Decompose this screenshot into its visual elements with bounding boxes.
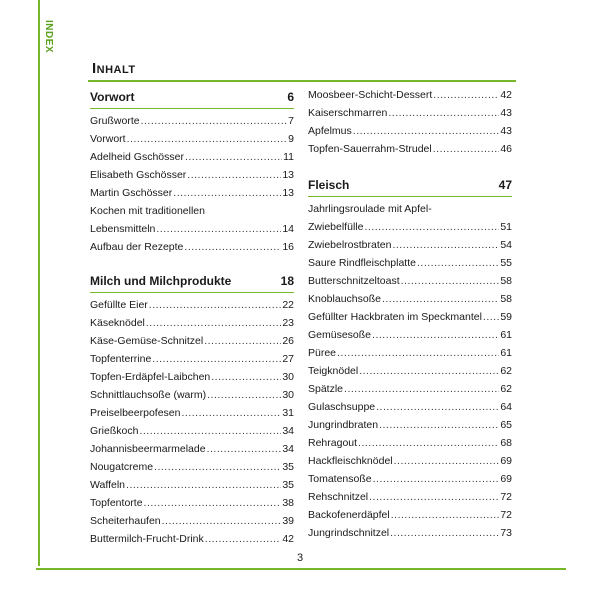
- title-rule: [88, 80, 516, 82]
- toc-entry[interactable]: [308, 308, 512, 326]
- section-page: 47: [498, 178, 512, 192]
- toc-entry[interactable]: [308, 470, 512, 488]
- toc-entry[interactable]: [90, 458, 294, 476]
- toc-entry-page: 55: [500, 257, 512, 269]
- toc-entry-label: Gefüllte Eier: [90, 299, 148, 311]
- toc-entry-page: 61: [500, 347, 512, 359]
- toc-entry-page: 13: [282, 169, 294, 181]
- toc-entry-line-1[interactable]: Kochen mit traditionellen: [90, 205, 205, 217]
- page-title: Inhalt: [92, 60, 136, 77]
- toc-entry-label: Schnittlauchsoße (warm): [90, 389, 207, 401]
- toc-entry-label: Preiselbeerpofesen: [90, 407, 181, 419]
- toc-entry-label: Kaiserschmarren: [308, 107, 388, 119]
- toc-entry-page: 65: [500, 419, 512, 431]
- leader-dots: [433, 86, 499, 104]
- toc-entry-label: Jungrindschnitzel: [308, 527, 390, 539]
- toc-entry-label: Käse-Gemüse-Schnitzel: [90, 335, 204, 347]
- toc-entry[interactable]: [90, 494, 294, 512]
- toc-entry[interactable]: [308, 452, 512, 470]
- leader-dots: [369, 488, 499, 506]
- toc-entry[interactable]: [90, 148, 294, 166]
- toc-entry[interactable]: [308, 236, 512, 254]
- leader-dots: [184, 238, 281, 256]
- toc-entry[interactable]: [90, 440, 294, 458]
- toc-column-left: [90, 86, 294, 548]
- leader-dots: [127, 130, 288, 148]
- leader-dots: [154, 458, 281, 476]
- toc-entry-page: 62: [500, 365, 512, 377]
- leader-dots: [185, 148, 282, 166]
- toc-entry-label: Adelheid Gschösser: [90, 151, 184, 163]
- toc-entry-label: Topfentorte: [90, 497, 143, 509]
- toc-entry-label: Elisabeth Gschösser: [90, 169, 187, 181]
- leader-dots: [139, 422, 281, 440]
- toc-entry[interactable]: [308, 380, 512, 398]
- leader-dots: [181, 404, 281, 422]
- toc-entry-label: Buttermilch-Frucht-Drink: [90, 533, 204, 545]
- toc-entry-page: 23: [282, 317, 294, 329]
- leader-dots: [388, 104, 499, 122]
- leader-dots: [394, 452, 500, 470]
- toc-entry[interactable]: [308, 398, 512, 416]
- toc-entry[interactable]: [308, 488, 512, 506]
- toc-entry[interactable]: [308, 272, 512, 290]
- leader-dots: [392, 236, 499, 254]
- toc-entry[interactable]: [90, 238, 294, 256]
- leader-dots: [417, 254, 499, 272]
- leader-dots: [173, 184, 281, 202]
- toc-entry-page: 46: [500, 143, 512, 155]
- toc-entry-label: Lebensmitteln: [90, 223, 156, 235]
- leader-dots: [372, 326, 499, 344]
- leader-dots: [149, 296, 282, 314]
- toc-entry[interactable]: [308, 86, 512, 104]
- toc-entry-label: Nougatcreme: [90, 461, 154, 473]
- toc-entry-page: 51: [500, 221, 512, 233]
- toc-entry-page: 42: [500, 89, 512, 101]
- leader-dots: [390, 524, 499, 542]
- toc-entry-page: 58: [500, 293, 512, 305]
- toc-entry-page: 61: [500, 329, 512, 341]
- toc-entry-label: Zwiebelrostbraten: [308, 239, 392, 251]
- section-heading-fleisch: [308, 174, 512, 197]
- toc-entry-page: 26: [282, 335, 294, 347]
- toc-entry-label: Topfen-Sauerrahm-Strudel: [308, 143, 432, 155]
- leader-dots: [141, 112, 288, 130]
- toc-entry-page: 69: [500, 455, 512, 467]
- toc-entry-label: Käseknödel: [90, 317, 145, 329]
- toc-entry-page: 14: [282, 223, 294, 235]
- section-spacer: [308, 158, 512, 174]
- toc-entry-label: Zwiebelfülle: [308, 221, 364, 233]
- toc-entry-page: 31: [282, 407, 294, 419]
- toc-entry[interactable]: [90, 368, 294, 386]
- toc-entry[interactable]: [90, 404, 294, 422]
- toc-entry-page: 9: [288, 133, 294, 145]
- leader-dots: [204, 332, 281, 350]
- toc-entry[interactable]: [90, 422, 294, 440]
- toc-entry[interactable]: [308, 362, 512, 380]
- toc-entry-label: Butterschnitzeltoast: [308, 275, 400, 287]
- toc-entry-label: Gefüllter Hackbraten im Speckmantel: [308, 311, 482, 323]
- leader-dots: [146, 314, 281, 332]
- toc-entry-label: Topfen-Erdäpfel-Laibchen: [90, 371, 211, 383]
- leader-dots: [391, 506, 500, 524]
- toc-entry-page: 11: [283, 151, 294, 163]
- toc-entry-page: 58: [500, 275, 512, 287]
- toc-entry-label: Gemüsesoße: [308, 329, 372, 341]
- toc-entry-page: 54: [500, 239, 512, 251]
- toc-entry[interactable]: [90, 386, 294, 404]
- toc-entry[interactable]: [90, 166, 294, 184]
- toc-entry-page: 42: [282, 533, 294, 545]
- leader-dots: [211, 368, 281, 386]
- leader-dots: [152, 350, 281, 368]
- leader-dots: [344, 380, 499, 398]
- toc-entry-line-1[interactable]: Jahrlingsroulade mit Apfel-: [308, 203, 432, 215]
- bottom-rule: [36, 568, 566, 570]
- toc-entry[interactable]: [308, 524, 512, 542]
- toc-entry-label: Jungrindbraten: [308, 419, 379, 431]
- toc-entry-page: 35: [282, 479, 294, 491]
- toc-entry[interactable]: [308, 290, 512, 308]
- toc-entry-label: Topfenterrine: [90, 353, 152, 365]
- toc-entry-label: Martin Gschösser: [90, 187, 173, 199]
- section-title: Vorwort: [90, 90, 135, 104]
- toc-entry-label: Grußworte: [90, 115, 140, 127]
- toc-entry-label: Apfelmus: [308, 125, 352, 137]
- toc-entry-label: Tomatensoße: [308, 473, 372, 485]
- leader-dots: [379, 416, 499, 434]
- leader-dots: [144, 494, 282, 512]
- toc-entry[interactable]: [90, 530, 294, 548]
- leader-dots: [358, 434, 499, 452]
- toc-entry-page: 39: [282, 515, 294, 527]
- toc-entry-label: Hackfleischknödel: [308, 455, 393, 467]
- leader-dots: [156, 220, 281, 238]
- leader-dots: [187, 166, 281, 184]
- section-page: 6: [287, 90, 294, 104]
- toc-entry-page: 35: [282, 461, 294, 473]
- toc-entry[interactable]: [90, 184, 294, 202]
- toc-entry[interactable]: [90, 112, 294, 130]
- toc-entry-page: 7: [288, 115, 294, 127]
- side-accent-line: [38, 0, 40, 566]
- toc-entry-label: Knoblauchsoße: [308, 293, 381, 305]
- toc-entry[interactable]: [308, 122, 512, 140]
- toc-entry-page: 13: [282, 187, 294, 199]
- toc-entry-page: 68: [500, 437, 512, 449]
- leader-dots: [205, 530, 282, 548]
- toc-entry-page: 43: [500, 107, 512, 119]
- toc-entry-page: 62: [500, 383, 512, 395]
- toc-entry-page: 43: [500, 125, 512, 137]
- toc-entry-page: 72: [500, 509, 512, 521]
- toc-entry-label: Gulaschsuppe: [308, 401, 376, 413]
- toc-entry-label: Saure Rindfleischplatte: [308, 257, 416, 269]
- toc-entry[interactable]: [90, 314, 294, 332]
- toc-entry[interactable]: [308, 218, 512, 236]
- leader-dots: [162, 512, 282, 530]
- toc-entry-label: Backofenerdäpfel: [308, 509, 390, 521]
- leader-dots: [359, 362, 499, 380]
- leader-dots: [376, 398, 499, 416]
- toc-entry[interactable]: [90, 130, 294, 148]
- toc-entry[interactable]: [308, 104, 512, 122]
- leader-dots: [207, 440, 282, 458]
- leader-dots: [382, 290, 499, 308]
- toc-entry-page: 22: [282, 299, 294, 311]
- leader-dots: [401, 272, 500, 290]
- toc-entry-label: Johannisbeermarmelade: [90, 443, 206, 455]
- leader-dots: [373, 470, 500, 488]
- section-page: 18: [280, 274, 294, 288]
- toc-entry-page: 38: [282, 497, 294, 509]
- leader-dots: [433, 140, 500, 158]
- leader-dots: [126, 476, 281, 494]
- toc-entry[interactable]: [90, 512, 294, 530]
- toc-entry-label: Rehschnitzel: [308, 491, 369, 503]
- section-heading-vorwort: [90, 86, 294, 109]
- page-number: 3: [296, 552, 304, 564]
- toc-entry-page: 34: [282, 443, 294, 455]
- toc-entry-label: Scheiterhaufen: [90, 515, 161, 527]
- toc-entry[interactable]: [90, 350, 294, 368]
- section-spacer: [90, 256, 294, 270]
- section-heading-milch: [90, 270, 294, 293]
- toc-entry[interactable]: [308, 140, 512, 158]
- index-tab-label: INDEX: [43, 20, 54, 54]
- toc-entry-page: 30: [282, 389, 294, 401]
- toc-column-right: [308, 86, 512, 542]
- toc-entry-page: 59: [500, 311, 512, 323]
- toc-entry-label: Spätzle: [308, 383, 344, 395]
- toc-entry[interactable]: [308, 416, 512, 434]
- toc-entry[interactable]: [308, 326, 512, 344]
- toc-entry-label: Moosbeer-Schicht-Dessert: [308, 89, 433, 101]
- toc-entry-label: Grießkoch: [90, 425, 139, 437]
- leader-dots: [483, 308, 499, 326]
- toc-entry-page: 34: [282, 425, 294, 437]
- toc-entry-page: 64: [500, 401, 512, 413]
- toc-entry[interactable]: [90, 220, 294, 238]
- toc-entry-page: 73: [500, 527, 512, 539]
- toc-entry[interactable]: [90, 476, 294, 494]
- toc-entry[interactable]: [90, 332, 294, 350]
- toc-entry-label: Püree: [308, 347, 337, 359]
- toc-entry-label: Vorwort: [90, 133, 126, 145]
- section-title: Milch und Milchprodukte: [90, 274, 232, 288]
- leader-dots: [207, 386, 281, 404]
- toc-entry-page: 30: [282, 371, 294, 383]
- toc-entry[interactable]: [90, 296, 294, 314]
- toc-entry-page: 72: [500, 491, 512, 503]
- leader-dots: [337, 344, 499, 362]
- toc-entry[interactable]: [308, 434, 512, 452]
- toc-entry[interactable]: [308, 506, 512, 524]
- leader-dots: [353, 122, 500, 140]
- toc-entry[interactable]: [308, 254, 512, 272]
- leader-dots: [364, 218, 499, 236]
- toc-entry-page: 27: [282, 353, 294, 365]
- toc-entry[interactable]: [308, 344, 512, 362]
- toc-entry-page: 16: [282, 241, 294, 253]
- toc-entry-label: Waffeln: [90, 479, 126, 491]
- toc-entry-label: Teigknödel: [308, 365, 359, 377]
- toc-entry-label: Aufbau der Rezepte: [90, 241, 184, 253]
- section-title: Fleisch: [308, 178, 350, 192]
- toc-entry-page: 69: [500, 473, 512, 485]
- toc-entry-label: Rehragout: [308, 437, 358, 449]
